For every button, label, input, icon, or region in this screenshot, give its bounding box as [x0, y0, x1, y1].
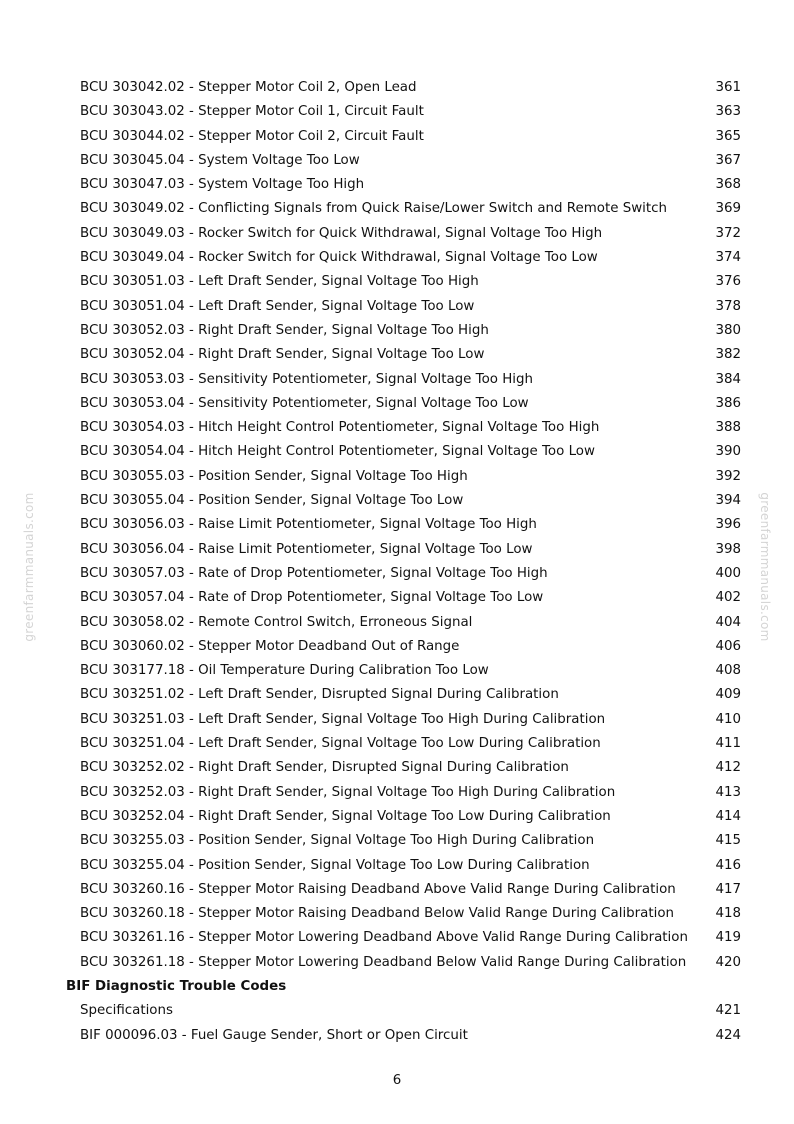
toc-entry-page[interactable]: 408: [715, 663, 741, 679]
toc-entry-title[interactable]: BCU 303060.02 - Stepper Motor Deadband Out of Range: [80, 638, 460, 654]
toc-entry-page[interactable]: 406: [715, 638, 741, 654]
toc-entry-page[interactable]: 369: [715, 201, 741, 217]
toc-entry-page[interactable]: 380: [715, 322, 741, 338]
toc-entry[interactable]: [0, 173, 794, 197]
toc-entry-page[interactable]: 419: [715, 930, 741, 946]
toc-entry-title[interactable]: BCU 303056.04 - Raise Limit Potentiometer, Signal Voltage Too Low: [80, 541, 533, 557]
toc-entry-page[interactable]: 374: [715, 250, 741, 266]
toc-entry-page[interactable]: 396: [715, 517, 741, 533]
table-of-contents: [0, 76, 794, 1048]
toc-entry-title[interactable]: BCU 303051.04 - Left Draft Sender, Signal Voltage Too Low: [80, 298, 475, 314]
toc-entry-title[interactable]: BCU 303053.04 - Sensitivity Potentiometer, Signal Voltage Too Low: [80, 395, 529, 411]
toc-entry[interactable]: [0, 343, 794, 367]
toc-entry[interactable]: [0, 319, 794, 343]
toc-entry-page[interactable]: 424: [715, 1027, 741, 1043]
toc-entry-page[interactable]: 382: [715, 347, 741, 363]
toc-entry-page[interactable]: 417: [715, 881, 741, 897]
toc-entry[interactable]: [0, 149, 794, 173]
toc-entry[interactable]: [0, 829, 794, 853]
toc-entry[interactable]: [0, 513, 794, 537]
toc-entry-page[interactable]: 411: [715, 736, 741, 752]
toc-entry-page[interactable]: 420: [715, 954, 741, 970]
toc-entry-page[interactable]: 394: [715, 493, 741, 509]
toc-entry[interactable]: [0, 222, 794, 246]
toc-entry[interactable]: [0, 926, 794, 950]
toc-entry-page[interactable]: 368: [715, 177, 741, 193]
toc-entry[interactable]: [0, 489, 794, 513]
toc-entry[interactable]: [0, 781, 794, 805]
toc-entry-page[interactable]: 410: [715, 711, 741, 727]
toc-entry-title[interactable]: BCU 303261.18 - Stepper Motor Lowering Deadband Below Valid Range During Calibration: [80, 954, 687, 970]
toc-entry-title[interactable]: BCU 303260.16 - Stepper Motor Raising Deadband Above Valid Range During Calibration: [80, 881, 676, 897]
toc-entry[interactable]: [0, 854, 794, 878]
toc-entry-title[interactable]: BCU 303255.04 - Position Sender, Signal Voltage Too Low During Calibration: [80, 857, 590, 873]
toc-entry-page[interactable]: 376: [715, 274, 741, 290]
toc-entry-title[interactable]: BCU 303251.04 - Left Draft Sender, Signal Voltage Too Low During Calibration: [80, 736, 601, 752]
toc-entry-title[interactable]: BCU 303057.03 - Rate of Drop Potentiometer, Signal Voltage Too High: [80, 565, 548, 581]
toc-entry[interactable]: [0, 659, 794, 683]
toc-entry[interactable]: [0, 878, 794, 902]
toc-entry-page[interactable]: 416: [715, 857, 741, 873]
toc-entry[interactable]: [0, 902, 794, 926]
toc-entry-page[interactable]: 378: [715, 298, 741, 314]
toc-entry-title[interactable]: BCU 303055.03 - Position Sender, Signal Voltage Too High: [80, 468, 468, 484]
toc-entry-page[interactable]: 409: [715, 687, 741, 703]
toc-entry[interactable]: [0, 732, 794, 756]
toc-entry-title[interactable]: BCU 303057.04 - Rate of Drop Potentiometer, Signal Voltage Too Low: [80, 590, 544, 606]
toc-entry[interactable]: [0, 805, 794, 829]
toc-entry[interactable]: [0, 76, 794, 100]
toc-entry-title[interactable]: BCU 303058.02 - Remote Control Switch, Erroneous Signal: [80, 614, 473, 630]
toc-entry[interactable]: [0, 246, 794, 270]
toc-entry[interactable]: [0, 611, 794, 635]
toc-entry[interactable]: [0, 440, 794, 464]
toc-entry-title[interactable]: BCU 303042.02 - Stepper Motor Coil 2, Open Lead: [80, 80, 417, 95]
toc-entry-page[interactable]: 418: [715, 906, 741, 922]
toc-entry-page[interactable]: 398: [715, 541, 741, 557]
toc-entry[interactable]: [0, 1024, 794, 1048]
toc-entry[interactable]: [0, 368, 794, 392]
toc-entry-page[interactable]: 413: [715, 784, 741, 800]
toc-entry-title[interactable]: BCU 303049.04 - Rocker Switch for Quick Withdrawal, Signal Voltage Too Low: [80, 250, 598, 266]
toc-entry[interactable]: [0, 951, 794, 975]
toc-entry-page[interactable]: 392: [715, 468, 741, 484]
toc-entry-title[interactable]: BCU 303056.03 - Raise Limit Potentiometer, Signal Voltage Too High: [80, 517, 537, 533]
section-heading: BIF Diagnostic Trouble Codes: [66, 978, 287, 994]
toc-entry-title[interactable]: BCU 303054.04 - Hitch Height Control Potentiometer, Signal Voltage Too Low: [80, 444, 595, 460]
toc-entry-title[interactable]: BCU 303261.16 - Stepper Motor Lowering Deadband Above Valid Range During Calibration: [80, 930, 688, 946]
toc-entry-page[interactable]: 414: [715, 808, 741, 824]
toc-entry-title[interactable]: BCU 303052.03 - Right Draft Sender, Signal Voltage Too High: [80, 322, 489, 338]
toc-entry-page[interactable]: 365: [715, 128, 741, 144]
toc-entry[interactable]: [0, 586, 794, 610]
toc-entry-page[interactable]: 386: [715, 395, 741, 411]
watermark-right: greenfarmmanuals.com: [758, 492, 772, 642]
toc-entry-title[interactable]: BCU 303177.18 - Oil Temperature During Calibration Too Low: [80, 663, 489, 679]
toc-entry-title[interactable]: BIF 000096.03 - Fuel Gauge Sender, Short or Open Circuit: [80, 1027, 468, 1043]
toc-entry-title[interactable]: BCU 303052.04 - Right Draft Sender, Signal Voltage Too Low: [80, 347, 485, 363]
toc-entry-page[interactable]: 384: [715, 371, 741, 387]
toc-entry-title[interactable]: BCU 303260.18 - Stepper Motor Raising Deadband Below Valid Range During Calibration: [80, 906, 675, 922]
toc-entry-title[interactable]: BCU 303047.03 - System Voltage Too High: [80, 177, 365, 193]
toc-entry-page[interactable]: 363: [715, 104, 741, 120]
toc-entry[interactable]: [0, 465, 794, 489]
toc-entry[interactable]: [0, 756, 794, 780]
toc-entry-page[interactable]: 390: [715, 444, 741, 460]
page-number: 6: [392, 1073, 402, 1088]
toc-entry-title[interactable]: BCU 303043.02 - Stepper Motor Coil 1, Circuit Fault: [80, 104, 424, 120]
toc-entry[interactable]: [0, 100, 794, 124]
toc-entry-title[interactable]: BCU 303251.03 - Left Draft Sender, Signal Voltage Too High During Calibration: [80, 711, 606, 727]
toc-entry-page[interactable]: 421: [715, 1003, 741, 1019]
toc-entry-page[interactable]: 402: [715, 590, 741, 606]
toc-entry-title[interactable]: BCU 303045.04 - System Voltage Too Low: [80, 152, 360, 168]
toc-entry-page[interactable]: 388: [715, 420, 741, 436]
toc-entry-title[interactable]: BCU 303049.02 - Conflicting Signals from Quick Raise/Lower Switch and Remote Switch: [80, 201, 667, 217]
section-heading-row: [0, 975, 794, 999]
toc-entry-title[interactable]: BCU 303252.04 - Right Draft Sender, Signal Voltage Too Low During Calibration: [80, 808, 611, 824]
toc-entry-page[interactable]: 404: [715, 614, 741, 630]
toc-entry-title[interactable]: Specifications: [80, 1003, 173, 1019]
toc-entry-title[interactable]: BCU 303054.03 - Hitch Height Control Potentiometer, Signal Voltage Too High: [80, 420, 600, 436]
toc-entry[interactable]: [0, 562, 794, 586]
toc-entry[interactable]: [0, 295, 794, 319]
toc-entry[interactable]: [0, 635, 794, 659]
toc-entry[interactable]: [0, 392, 794, 416]
toc-entry-title[interactable]: BCU 303251.02 - Left Draft Sender, Disrupted Signal During Calibration: [80, 687, 559, 703]
toc-entry-title[interactable]: BCU 303051.03 - Left Draft Sender, Signal Voltage Too High: [80, 274, 479, 290]
toc-entry-title[interactable]: BCU 303252.03 - Right Draft Sender, Signal Voltage Too High During Calibration: [80, 784, 616, 800]
toc-entry-title[interactable]: BCU 303053.03 - Sensitivity Potentiometer, Signal Voltage Too High: [80, 371, 533, 387]
watermark-left: greenfarmmanuals.com: [22, 492, 36, 642]
toc-entry-page[interactable]: 361: [715, 80, 741, 95]
toc-entry-page[interactable]: 400: [715, 565, 741, 581]
toc-entry[interactable]: [0, 270, 794, 294]
toc-entry[interactable]: [0, 197, 794, 221]
toc-entry[interactable]: [0, 999, 794, 1023]
toc-entry-title[interactable]: BCU 303044.02 - Stepper Motor Coil 2, Circuit Fault: [80, 128, 424, 144]
toc-entry[interactable]: [0, 125, 794, 149]
toc-entry-page[interactable]: 415: [715, 833, 741, 849]
toc-entry-title[interactable]: BCU 303055.04 - Position Sender, Signal Voltage Too Low: [80, 493, 464, 509]
toc-entry-title[interactable]: BCU 303252.02 - Right Draft Sender, Disrupted Signal During Calibration: [80, 760, 569, 776]
toc-entry[interactable]: [0, 708, 794, 732]
toc-entry[interactable]: [0, 416, 794, 440]
toc-entry-page[interactable]: 372: [715, 225, 741, 241]
toc-entry-page[interactable]: 367: [715, 152, 741, 168]
toc-entry-title[interactable]: BCU 303049.03 - Rocker Switch for Quick Withdrawal, Signal Voltage Too High: [80, 225, 603, 241]
toc-entry[interactable]: [0, 538, 794, 562]
toc-entry[interactable]: [0, 683, 794, 707]
toc-entry-page[interactable]: 412: [715, 760, 741, 776]
toc-entry-title[interactable]: BCU 303255.03 - Position Sender, Signal Voltage Too High During Calibration: [80, 833, 595, 849]
